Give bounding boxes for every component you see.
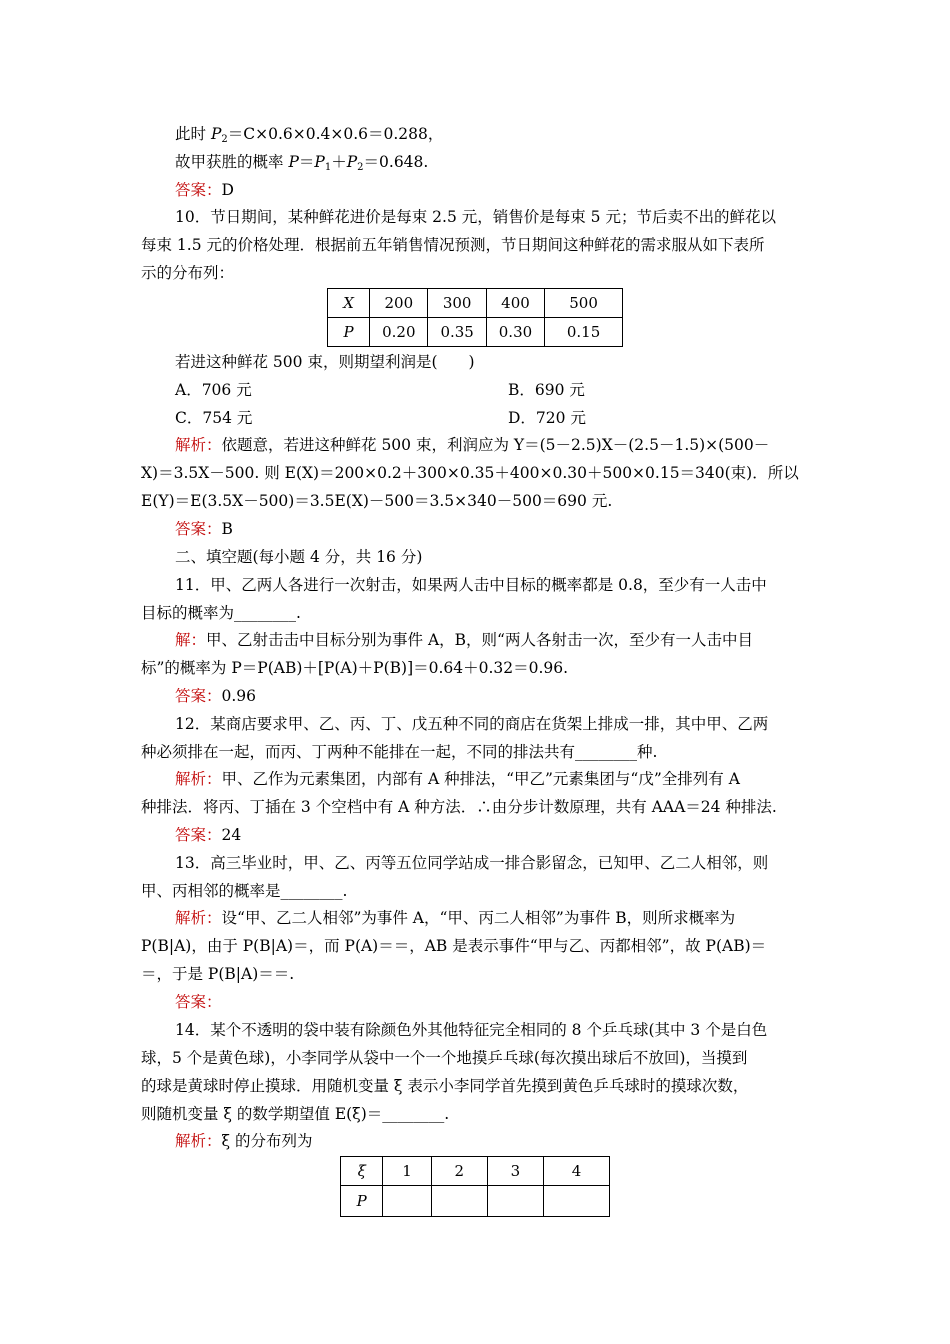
question-line: 13．高三毕业时，甲、乙、丙等五位同学站成一排合影留念，已知甲、乙二人相邻，则 — [175, 854, 769, 872]
question-line: 的球是黄球时停止摸球．用随机变量 ξ 表示小李同学首先摸到黄色乒乓球时的摸球次数， — [141, 1077, 749, 1095]
answer-label: 答案： — [175, 826, 222, 844]
distribution-table-xi — [340, 1156, 610, 1217]
table-cell: 200 — [370, 289, 428, 318]
answer-line — [175, 825, 241, 845]
solution-line: E(Y)＝E(3.5X－500)＝3.5E(X)－500＝3.5×340－500＝690 元. — [141, 492, 613, 510]
table-cell: 400 — [486, 289, 544, 318]
table-cell: 3 — [487, 1157, 543, 1186]
table-cell — [543, 1186, 609, 1217]
question-line: 甲、丙相邻的概率是________. — [141, 882, 348, 900]
answer-value: B — [221, 520, 233, 538]
solution-line — [175, 1131, 312, 1151]
text: 甲、乙射击击中目标分别为事件 A，B，则“两人各射击一次，至少有一人击中目 — [206, 631, 753, 649]
text: ＝ — [298, 153, 315, 171]
table-cell: 1 — [383, 1157, 431, 1186]
subscript: 2 — [357, 162, 364, 173]
option-d: D．720 元 — [508, 409, 586, 427]
distribution-table — [327, 288, 623, 347]
table-cell — [383, 1186, 431, 1217]
table-cell — [431, 1186, 487, 1217]
answer-line — [175, 686, 256, 706]
question-line: 种必须排在一起，而丙、丁两种不能排在一起，不同的排法共有________种. — [141, 743, 658, 761]
table-row — [341, 1186, 610, 1217]
text: ＝C×0.6×0.4×0.6＝0.288， — [227, 125, 444, 143]
question-line: 若进这种鲜花 500 束，则期望利润是( ) — [175, 353, 475, 371]
answer-label: 答案： — [175, 181, 222, 199]
table-row — [341, 1157, 610, 1186]
solution-line — [175, 769, 740, 789]
table-cell — [341, 1186, 383, 1217]
solution-label: 解析： — [175, 909, 222, 927]
question-line: 目标的概率为________. — [141, 604, 301, 622]
text: 设“甲、乙二人相邻”为事件 A，“甲、丙二人相邻”为事件 B，则所求概率为 — [221, 909, 736, 927]
var: P — [210, 125, 222, 143]
var: P — [314, 153, 325, 171]
solution-label: 解： — [175, 631, 207, 649]
subscript: 2 — [221, 134, 228, 145]
answer-value: 0.96 — [221, 687, 257, 705]
option-a: A．706 元 — [175, 381, 252, 399]
solution-line — [175, 630, 753, 650]
question-line: 示的分布列： — [141, 264, 235, 282]
table-cell: 300 — [428, 289, 486, 318]
cell-text: ξ — [357, 1162, 366, 1180]
table-cell: 500 — [545, 289, 623, 318]
question-line: 10．节日期间，某种鲜花进价是每束 2.5 元，销售价是每束 5 元；节后卖不出的鲜花以 — [175, 208, 776, 226]
solution-label: 解析： — [175, 436, 222, 454]
answer-label: 答案： — [175, 993, 222, 1011]
solution-line: 种排法．将丙、丁插在 3 个空档中有 A 种方法．∴由分步计数原理，共有 AAA＝24 种排法. — [141, 798, 777, 816]
var: P — [288, 153, 299, 171]
table-row — [328, 318, 623, 347]
answer-label: 答案： — [175, 687, 222, 705]
table-cell: 0.35 — [428, 318, 486, 347]
answer-value: 24 — [221, 826, 242, 844]
table-cell — [341, 1157, 383, 1186]
table-row — [328, 289, 623, 318]
subscript: 1 — [324, 162, 332, 173]
text-line — [175, 124, 443, 150]
section-heading: 二、填空题(每小题 4 分，共 16 分) — [175, 548, 423, 566]
answer-line — [175, 519, 233, 539]
solution-line: X)＝3.5X－500. 则 E(X)＝200×0.2＋300×0.35＋400×0.30＋500×0.15＝340(束)．所以 — [141, 464, 799, 482]
solution-line: ＝，于是 P(B|A)＝＝. — [141, 965, 295, 983]
answer-line — [175, 180, 234, 200]
question-line: 11．甲、乙两人各进行一次射击，如果两人击中目标的概率都是 0.8，至少有一人击中 — [175, 576, 767, 594]
question-line: 球，5 个是黄色球)，小李同学从袋中一个一个地摸乒乓球(每次摸出球后不放回)，当摸到 — [141, 1049, 748, 1067]
text: 此时 — [175, 125, 211, 143]
cell-text: P — [356, 1192, 367, 1210]
solution-label: 解析： — [175, 770, 222, 788]
answer-line — [175, 992, 222, 1012]
question-line: 14．某个不透明的袋中装有除颜色外其他特征完全相同的 8 个乒乓球(其中 3 个是白色 — [175, 1021, 768, 1039]
table-cell: 0.15 — [545, 318, 623, 347]
option-c: C．754 元 — [175, 409, 253, 427]
text: 故甲获胜的概率 — [175, 153, 289, 171]
var: P — [346, 153, 358, 171]
text: ＝0.648. — [363, 153, 429, 171]
answer-value: D — [221, 181, 234, 199]
table-cell: 0.20 — [370, 318, 428, 347]
solution-label: 解析： — [175, 1132, 222, 1150]
answer-label: 答案： — [175, 520, 222, 538]
cell-text: X — [343, 294, 354, 312]
table-cell — [328, 318, 370, 347]
text: 甲、乙作为元素集团，内部有 A 种排法，“甲乙”元素集团与“戊”全排列有 A — [221, 770, 740, 788]
table-cell: 2 — [431, 1157, 487, 1186]
option-b: B．690 元 — [508, 381, 585, 399]
solution-line: 标”的概率为 P＝P(AB)＋[P(A)＋P(B)]＝0.64＋0.32＝0.96. — [141, 659, 569, 677]
table-cell: 4 — [543, 1157, 609, 1186]
cell-text: P — [343, 323, 354, 341]
text: 依题意，若进这种鲜花 500 束，利润应为 Y＝(5－2.5)X－(2.5－1.5)×(500－ — [221, 436, 770, 454]
question-line: 每束 1.5 元的价格处理．根据前五年销售情况预测，节日期间这种鲜花的需求服从如下表所 — [141, 236, 765, 254]
solution-line: P(B|A)，由于 P(B|A)＝，而 P(A)＝＝，AB 是表示事件“甲与乙、丙都相邻”，故 P(AB)＝ — [141, 937, 767, 955]
table-cell — [487, 1186, 543, 1217]
table-cell — [328, 289, 370, 318]
text: ξ 的分布列为 — [221, 1132, 313, 1150]
solution-line — [175, 435, 769, 455]
text-line — [175, 152, 428, 178]
question-line: 12．某商店要求甲、乙、丙、丁、戊五种不同的商店在货架上排成一排，其中甲、乙两 — [175, 715, 769, 733]
question-line: 则随机变量 ξ 的数学期望值 E(ξ)＝________. — [141, 1105, 450, 1123]
text: ＋ — [331, 153, 347, 171]
solution-line — [175, 908, 735, 928]
table-cell: 0.30 — [486, 318, 544, 347]
